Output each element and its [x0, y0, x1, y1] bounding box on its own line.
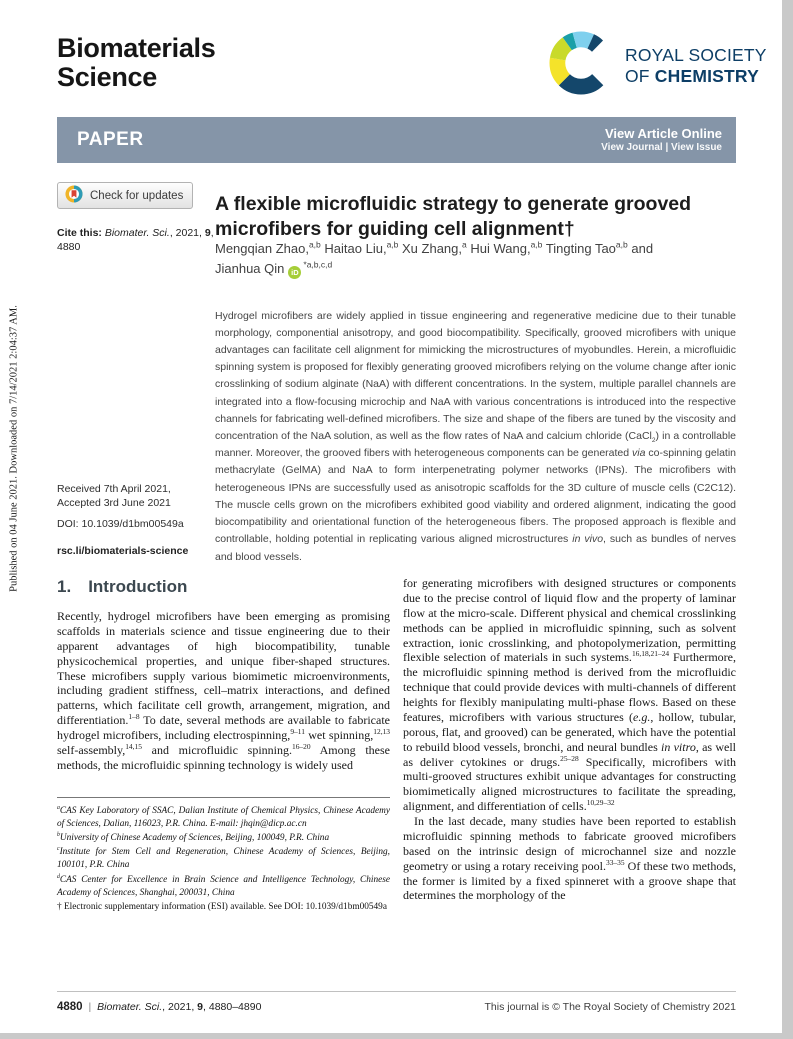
- received-date: Received 7th April 2021,: [57, 483, 171, 495]
- rsc-logo-line1: ROYAL SOCIETY: [625, 44, 767, 65]
- rsc-logo-icon: [546, 28, 616, 103]
- author-affiliation-sup: a,b: [386, 239, 399, 250]
- cite-this: Cite this: Biomater. Sci., 2021, 9, 4880: [57, 227, 214, 254]
- footer-citation: 4880 | Biomater. Sci., 2021, 9, 4880–4890: [57, 1001, 262, 1013]
- author-name: Haitao Liu,: [324, 241, 387, 256]
- author-name: Hui Wang,: [470, 241, 531, 256]
- orcid-icon[interactable]: iD: [288, 266, 301, 279]
- doi: DOI: 10.1039/d1bm00549a: [57, 517, 184, 530]
- corresponding-author-name: Jianhua Qin: [215, 261, 285, 277]
- page-footer: [57, 991, 736, 1013]
- author-affiliation-sup: a,b: [308, 239, 321, 250]
- affiliation-footnotes: [57, 797, 390, 915]
- journal-title-line2: Science: [57, 61, 157, 92]
- author-list: [215, 239, 736, 279]
- author-name: Mengqian Zhao,: [215, 241, 309, 256]
- accepted-date: Accepted 3rd June 2021: [57, 496, 171, 509]
- left-column: [57, 576, 390, 915]
- author-name: Xu Zhang,: [402, 241, 463, 256]
- view-journal-issue-links[interactable]: View Journal | View Issue: [601, 141, 722, 153]
- author-affiliation-sup: a: [462, 239, 467, 250]
- footnote-b: $^b$University of Chinese Academy of Sciences, Beijing, 100049, P.R. China: [57, 831, 330, 844]
- check-for-updates-label: Check for updates: [90, 189, 184, 202]
- footnote-esi: † Electronic supplementary information (ESI) available. See DOI: 10.1039/d1bm00549a: [57, 902, 387, 913]
- section-number: 1.: [57, 577, 72, 596]
- download-watermark: Published on 04 June 2021. Downloaded on 7/14/2021 2:04:37 AM.: [8, 305, 20, 592]
- abstract-text: Hydrogel microfibers are widely applied in tissue engineering and regenerative medicine due to their tunable morphology, componential anisotropy, and good biocompatibility. Specifically, grooved microfibers with unique advantages can facilitate cell alignment for mimicking the microstructures of myobundles. Herein, a microfluidic spinning system is proposed for flexibly generating grooved microfibers relying on the volume change after ionic crosslinking of sodium alginate (NaA) with different concentrations. In the system, multiple parallel channels are integrated into a flow-focusing microchip and NaA with various concentrations is introduced into the respective channels for fabricating well-defined microfibers. The size and shape of the fibers are tuned by the viscosity and concentration of the NaA solution, as well as the flow rates of NaA and calcium chloride (CaCl$_2$) in a controllable manner. Moreover, the grooved fibers with heterogeneous components can be generated via co-spinning gelatin methacrylate (GelMA) and NaA to form interpenetrating polymer networks (IPNs). The microfibers with heterogeneous IPNs are successfully used as anisotropic scaffolds for the 3D culture of muscle cells (C2C12). The muscle cells grown on the microfibers exhibited good viability and ordered alignment, indicating the good biocompatibility and orientational function of the heterogeneous fibers. The proposed approach is flexible and controllable, holding potential in replicating various aligned microstructures in vivo, such as bundles of nerves and blood vessels.: [215, 309, 737, 563]
- corresponding-author-sup: *a,b,c,d: [303, 259, 333, 270]
- check-for-updates-button[interactable]: [57, 182, 193, 209]
- intro-paragraph-right-1: for generating microfibers with designed structures or components due to the precise control of liquid flow and the property of laminar flow at the micro-scale. Different physical and chemical crosslinking methods can be applied in microfluidic spinning, such as solvent extraction, ionic crosslinking, and photopolymerization, permitting flexible selection of materials in such systems.$^{16,18,21-24}$ Furthermore, the microfluidic spinning method is derived from the microfluidic technique that could provide devices with multi-channels of different heights for flexibly manipulating multi-phase flows. Based on these features, microfibers with various structures (e.g., hollow, tubular, porous, flat, and grooved) can be generated, which have the potential to rebuild blood vessels, bronchi, and neural bundles in vitro, as well as deliver cytokines or drugs.$^{25-28}$ Specifically, microfibers with multi-grooved structures exhibit unique advantages for constructing biomimetically aligned microstructures to facilitate the spreading, alignment, and differentiation of cells.$^{10,29-32}$: [403, 576, 736, 814]
- page-edge-bottom: [0, 1033, 793, 1039]
- journal-title-line1: Biomaterials: [57, 33, 216, 63]
- author-affiliation-sup: a,b: [615, 239, 628, 250]
- page-edge-right: [782, 0, 793, 1039]
- footnote-a: $^a$CAS Key Laboratory of SSAC, Dalian Institute of Chemical Physics, Chinese Academy of Sciences, Dalian, 116023, P.R. China. E-mail: jhqin@dicp.ac.cn: [57, 804, 390, 829]
- rsc-logo: [546, 28, 767, 103]
- section-heading: [57, 576, 390, 597]
- paper-type-bar: [57, 117, 736, 163]
- intro-paragraph-right-2: In the last decade, many studies have been reported to establish microfluidic spinning methods to fabricate grooved microfibers based on the intrinsic design of microchannel size and nozzle geometry or using a rotary receiving pool.$^{33-35}$ Of these two methods, the former is limited by a fixed spinneret with a groove shape that determines the morphology of the: [403, 814, 737, 903]
- publication-dates: [57, 483, 222, 558]
- rsc-logo-line2: OF CHEMISTRY: [625, 65, 759, 86]
- journal-masthead: [57, 34, 215, 91]
- footer-journal-citation: Biomater. Sci., 2021, 9, 4880–4890: [97, 1001, 262, 1013]
- intro-paragraph-left: Recently, hydrogel microfibers have been emerging as promising scaffolds in materials science and tissue engineering due to their apparent advantages of high biocompatibility, tunable physicochemical properties, and unique fiber-shaped structures. These microfibers supply various biomimetic microenvironments, including gradient stiffness, cell–matrix interactions, and defined patterns, which facilitate cell growth, arrangement, migration, and differentiation.$^{1-8}$ To date, several methods are available to fabricate hydrogel microfibers, including electrospinning,$^{9-11}$ wet spinning,$^{12,13}$ self-assembly,$^{14,15}$ and microfluidic spinning.$^{16-20}$ Among these methods, the microfluidic spinning technology is widely used: [57, 609, 391, 772]
- and-word: and: [631, 241, 654, 256]
- article-links: [601, 126, 736, 155]
- introduction-section: [57, 576, 736, 915]
- footer-copyright: This journal is © The Royal Society of Chemistry 2021: [484, 1001, 736, 1013]
- author-affiliation-sup: a,b: [530, 239, 543, 250]
- view-article-online-link[interactable]: View Article Online: [604, 125, 722, 141]
- page-number: 4880: [57, 1001, 83, 1013]
- article-title: A flexible microfluidic strategy to generate grooved microfibers for guiding cell alignment†: [215, 193, 692, 241]
- journal-url-link[interactable]: rsc.li/biomaterials-science: [57, 544, 189, 557]
- paper-type-label: PAPER: [77, 129, 144, 150]
- rsc-logo-text: [625, 45, 767, 86]
- section-title: Introduction: [88, 577, 188, 596]
- crossmark-icon: [65, 185, 83, 206]
- footnote-d: $^d$CAS Center for Excellence in Brain Science and Intelligence Technology, Chinese Academy of Sciences, Shanghai, 200031, China: [57, 873, 390, 898]
- footnote-c: $^c$Institute for Stem Cell and Regeneration, Chinese Academy of Sciences, Beijing, 100101, P.R. China: [57, 846, 390, 871]
- author-name: Tingting Tao: [545, 241, 616, 256]
- right-column: [403, 576, 736, 915]
